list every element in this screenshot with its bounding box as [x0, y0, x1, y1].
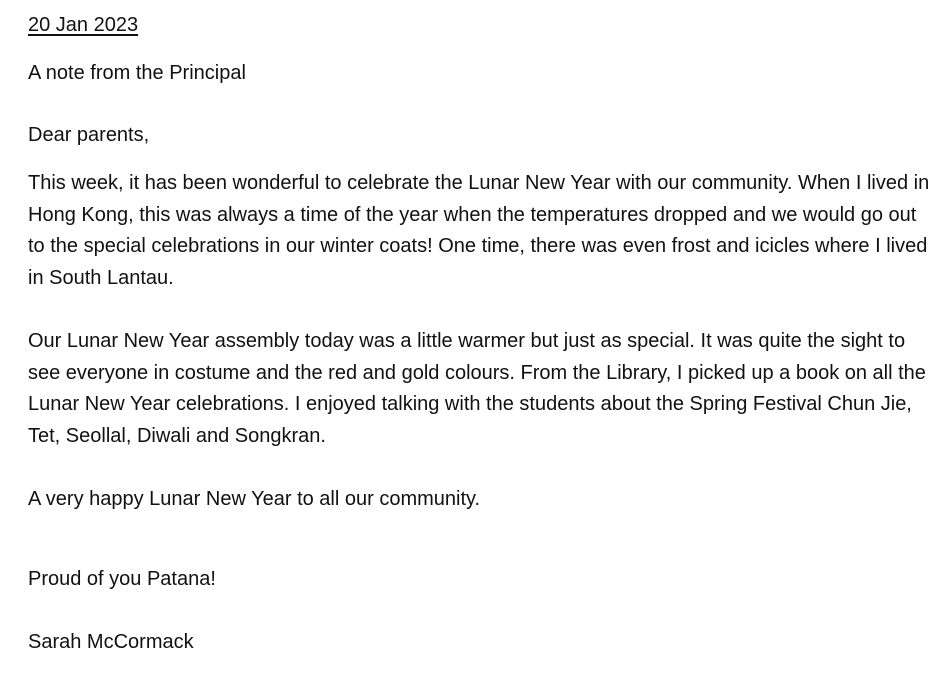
paragraph-greeting: A very happy Lunar New Year to all our community. — [28, 488, 481, 510]
paragraph-celebration: This week, it has been wonderful to celebrate the Lunar New Year with our community. When I lived in Hong Kong, this was always a time of the year when the temperatures dropped and we would go out to the special celebrations in our winter coats! One time, there was even frost and icicles where I lived in South Lantau. — [28, 172, 930, 289]
salutation: Dear parents, — [28, 124, 150, 146]
signature: Sarah McCormack — [28, 631, 194, 653]
letter-date: 20 Jan 2023 — [28, 14, 139, 36]
paragraph-assembly: Our Lunar New Year assembly today was a little warmer but just as special. It was quite the sight to see everyone in costume and the red and gold colours. From the Library, I picked up a book on all the Lunar New Year celebrations. I enjoyed talking with the students about the Spring Festival Chun Jie, Tet, Seollal, Diwali and Songkran. — [28, 330, 926, 447]
closing-line: Proud of you Patana! — [28, 568, 216, 590]
letter-heading: A note from the Principal — [28, 62, 246, 84]
